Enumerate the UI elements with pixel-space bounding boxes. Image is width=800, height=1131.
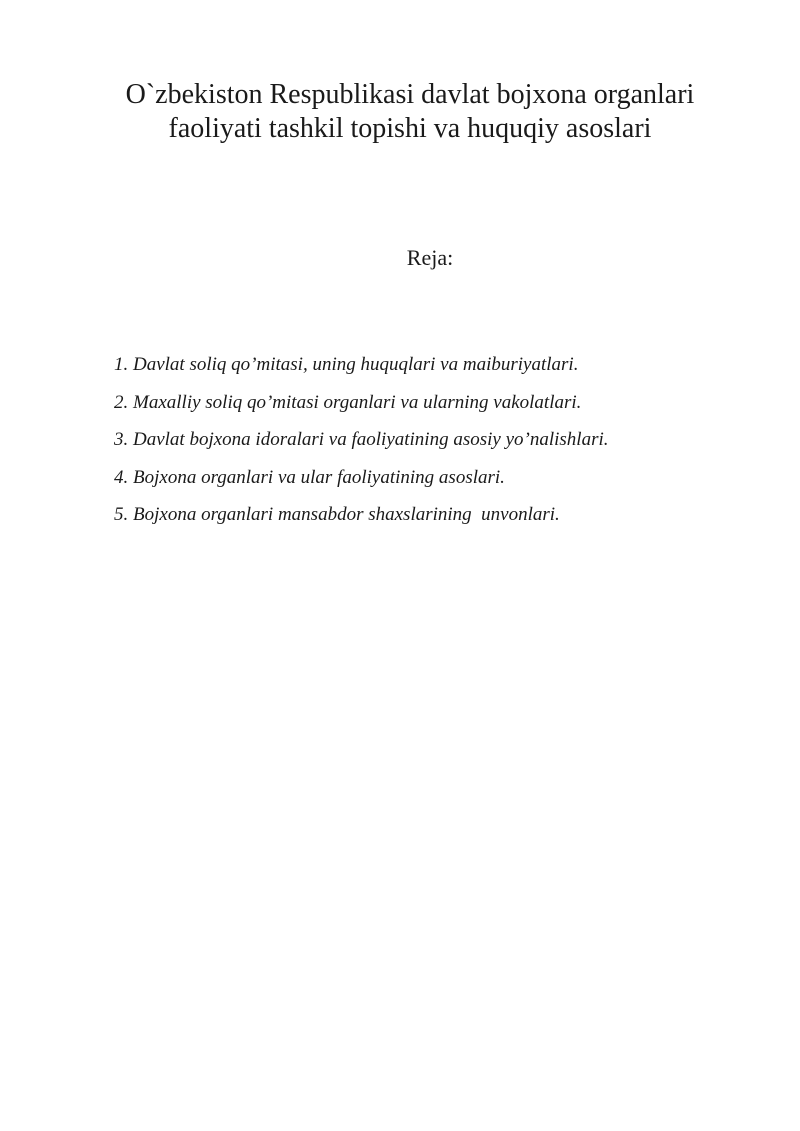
plan-item-text: Davlat bojxona idoralari va faoliyatining asosiy yo’nalishlari. <box>133 429 609 450</box>
plan-item-text: Bojxona organlari va ular faoliyatining asoslari. <box>133 466 505 488</box>
plan-item-2 <box>114 384 754 422</box>
plan-item-4 <box>114 459 754 497</box>
plan-item-text: Bojxona organlari mansabdor shaxslarining unvonlari. <box>133 504 560 525</box>
plan-item-number: 3. <box>114 429 129 450</box>
plan-item-5 <box>114 496 754 534</box>
document-title <box>110 78 710 146</box>
document-title-line-1: O`zbekiston Respublikasi davlat bojxona organlari <box>125 79 695 110</box>
plan-item-3 <box>114 421 754 459</box>
plan-item-number: 5. <box>114 504 129 525</box>
plan-item-number: 1. <box>114 354 129 375</box>
document-title-line-2: faoliyati tashkil topishi va huquqiy asoslari <box>168 113 652 144</box>
plan-item-text: Davlat soliq qo’mitasi, uning huquqlari va maiburiyatlari. <box>133 354 579 375</box>
plan-list <box>114 346 754 534</box>
plan-heading: Reja: <box>406 245 454 270</box>
plan-item-number: 4. <box>114 466 129 488</box>
plan-item-number: 2. <box>114 391 129 413</box>
plan-item-text: Maxalliy soliq qo’mitasi organlari va ularning vakolatlari. <box>133 391 582 413</box>
plan-item-1 <box>114 346 754 384</box>
